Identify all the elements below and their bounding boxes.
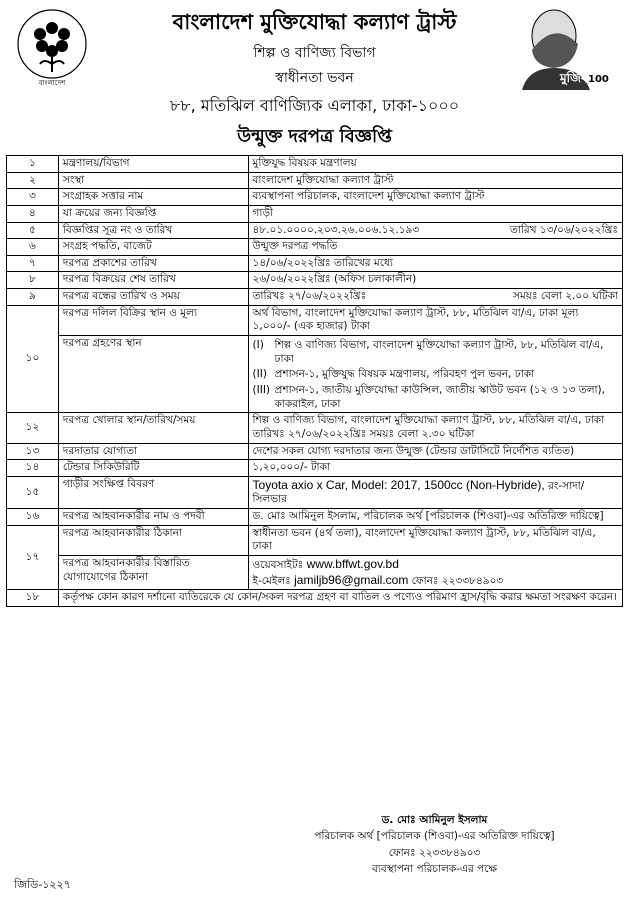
serial-number: ২ <box>7 172 59 189</box>
serial-number: ৯ <box>7 289 59 306</box>
list-item <box>253 368 618 382</box>
row-label: দরপত্র বন্ধের তারিখ ও সময় <box>58 289 248 306</box>
row-label: গাড়ীর সংক্ষিপ্ত বিবরণ <box>58 476 248 508</box>
table-row <box>7 305 623 335</box>
item-text: প্রশাসন-১, জাতীয় মুক্তিযোদ্ধা কাউন্সিল, জাতীয় স্কাউট ভবন (১২ ও ১৩ তলা), কাকরাইল, ঢাকা <box>274 383 605 410</box>
row-label: সংগ্রাহক সত্তার নাম <box>58 189 248 206</box>
serial-number: ৫ <box>7 222 59 239</box>
table-row <box>7 525 623 555</box>
table-row <box>7 509 623 526</box>
signature-block <box>240 812 629 877</box>
row-value: মুক্তিযুদ্ধ বিষয়ক মন্ত্রণালয় <box>248 156 622 173</box>
serial-number: ৬ <box>7 239 59 256</box>
email-link[interactable]: jamiljb96@gmail.com <box>294 572 409 587</box>
row-value: ড. মোঃ আমিনুল ইসলাম, পরিচালক অর্থ [পরিচালক (শিওবা)-এর অতিরিক্ত দায়িত্বে] <box>248 509 622 526</box>
row-label: দরপত্র দলিল বিক্রির স্থান ও মূল্য <box>58 305 248 335</box>
serial-number: ১২ <box>7 413 59 443</box>
list-item <box>253 384 618 411</box>
signatory-on-behalf: ব্যবস্থাপনা পরিচালক-এর পক্ষে <box>371 862 498 875</box>
row-label: দরপত্র প্রকাশের তারিখ <box>58 255 248 272</box>
serial-number: ৪ <box>7 205 59 222</box>
row-value: দেশের সকল যোগ্য দরদাতার জন্য উন্মুক্ত (টেন্ডার ডাটাসিটে নির্দেশিত ব্যতিত) <box>248 443 622 460</box>
row-label: দরপত্র আহবানকারীর নাম ও পদবী <box>58 509 248 526</box>
phone-number: ফোনঃ ২২৩৩৮৪৯০৩ <box>408 574 504 587</box>
table-row <box>7 189 623 206</box>
reference-number: ৪৮.০১.০০০০.২০৩.২৬.০০৬.১২.১৯৩ <box>252 223 420 236</box>
row-value: উন্মুক্ত দরপত্র পদ্ধতি <box>248 239 622 256</box>
table-row <box>7 272 623 289</box>
opening-datetime: তারিখঃ ২৭/০৬/২০২২খ্রিঃ সময়ঃ বেলা ২.৩০ ঘটিকা <box>252 427 475 440</box>
serial-number: ১৭ <box>7 525 59 590</box>
closing-date: তারিখঃ ২৭/০৬/২০২২খ্রিঃ <box>252 290 367 303</box>
email-label: ই-মেইলঃ <box>252 574 295 587</box>
row-label: সংগ্রহ পদ্ধতি, বাজেট <box>58 239 248 256</box>
org-title: বাংলাদেশ মুক্তিযোদ্ধা কল্যাণ ট্রাস্ট <box>172 10 457 34</box>
logo-right-number: 100 <box>588 74 609 85</box>
reference-date: তারিখ ১৩/০৬/২০২২খ্রিঃ <box>509 223 618 236</box>
vehicle-color: রং-সাদা/সিলভার <box>252 479 585 506</box>
row-value: স্বাধীনতা ভবন (৪র্থ তলা), বাংলাদেশ মুক্তিযোদ্ধা কল্যাণ ট্রাস্ট, ৮৮, মতিঝিল বা/এ, ঢাকা <box>248 525 622 555</box>
row-label: দরপত্র আহবানকারীর বিস্তারিত যোগাযোগের ঠিকানা <box>58 556 248 590</box>
building-name: স্বাধীনতা ভবন <box>275 70 354 86</box>
notice-title: উন্মুক্ত দরপত্র বিজ্ঞপ্তি <box>237 126 392 147</box>
list-item <box>253 339 618 366</box>
table-row <box>7 460 623 477</box>
row-label: দরপত্র খোলার স্থান/তারিখ/সময় <box>58 413 248 443</box>
row-label: বিজ্ঞপ্তির সূত্র নং ও তারিখ <box>58 222 248 239</box>
row-value: অর্থ বিভাগ, বাংলাদেশ মুক্তিযোদ্ধা কল্যাণ ট্রাস্ট, ৮৮, মতিঝিল বা/এ, ঢাকা মূল্য ১,০০০/- (এক হাজার) টাকা <box>248 305 622 335</box>
website-label: ওয়েবসাইটঃ <box>252 559 307 572</box>
table-row <box>7 205 623 222</box>
table-row <box>7 336 623 413</box>
row-value: ১,২০,০০০/- টাকা <box>248 460 622 477</box>
serial-number: ১৮ <box>7 590 59 607</box>
serial-number: ১৪ <box>7 460 59 477</box>
table-row <box>7 590 623 607</box>
row-value: বাংলাদেশ মুক্তিযোদ্ধা কল্যাণ ট্রাস্ট <box>248 172 622 189</box>
signatory-name: ড. মোঃ আমিনুল ইসলাম <box>381 814 488 826</box>
item-text: প্রশাসন-১, মুক্তিযুদ্ধ বিষয়ক মন্ত্রণালয়, পরিবহণ পুল ভবন, ঢাকা <box>274 368 535 381</box>
gd-number: জিডি-১২২৭ <box>14 878 71 891</box>
row-label: দরদাতার যোগ্যতা <box>58 443 248 460</box>
address: ৮৮, মতিঝিল বাণিজ্যিক এলাকা, ঢাকা-১০০০ <box>169 96 460 115</box>
table-row <box>7 556 623 590</box>
serial-number: ১ <box>7 156 59 173</box>
signatory-title: পরিচালক অর্থ [পরিচালক (শিওবা)-এর অতিরিক্ত দায়িত্বে] <box>314 830 555 843</box>
table-row <box>7 255 623 272</box>
item-number: (II) <box>252 368 267 381</box>
serial-number: ১৫ <box>7 476 59 508</box>
logo-left-text: বাংলাদেশ <box>38 79 66 87</box>
department: শিল্প ও বাণিজ্য বিভাগ <box>253 45 376 61</box>
serial-number: ১০ <box>7 305 59 412</box>
item-text: শিল্প ও বাণিজ্য বিভাগ, বাংলাদেশ মুক্তিযোদ্ধা কল্যাণ ট্রাস্ট, ৮৮, মতিঝিল বা/এ, ঢাকা <box>274 339 604 365</box>
row-label: যা ক্রয়ের জন্য বিজ্ঞপ্তি <box>58 205 248 222</box>
closing-time: সময়ঃ বেলা ২.০০ ঘটিকা <box>513 290 618 303</box>
table-row <box>7 476 623 508</box>
row-label: দরপত্র গ্রহণের স্থান <box>58 336 248 413</box>
header <box>0 0 629 152</box>
row-label: মন্ত্রণালয়/বিভাগ <box>58 156 248 173</box>
serial-number: ১৬ <box>7 509 59 526</box>
opening-place: শিল্প ও বাণিজ্য বিভাগ, বাংলাদেশ মুক্তিযোদ্ধা কল্যাণ ট্রাস্ট, ৮৮, মতিঝিল বা/এ, ঢাকা <box>252 414 605 427</box>
logo-right-text: মুজিব <box>560 71 588 85</box>
table-row <box>7 156 623 173</box>
table-row <box>7 289 623 306</box>
row-label: টেন্ডার সিকিউরিটি <box>58 460 248 477</box>
row-value: ২৬/০৬/২০২২খ্রিঃ (অফিস চলাকালীন) <box>248 272 622 289</box>
table-row <box>7 222 623 239</box>
serial-number: ৩ <box>7 189 59 206</box>
row-value: ১৪/০৬/২০২২খ্রিঃ তারিখের মধ্যে <box>248 255 622 272</box>
signatory-phone: ফোনঃ ২২৩৩৮৪৯০৩ <box>388 846 481 859</box>
row-label: সংস্থা <box>58 172 248 189</box>
table-row <box>7 443 623 460</box>
vehicle-description: Toyota axio x Car, Model: 2017, 1500cc (Non-Hybride), <box>252 477 545 492</box>
row-value: ব্যবস্থাপনা পরিচালক, বাংলাদেশ মুক্তিযোদ্ধা কল্যাণ ট্রাস্ট <box>248 189 622 206</box>
row-value: গাড়ী <box>248 205 622 222</box>
row-label: দরপত্র বিক্রয়ের শেষ তারিখ <box>58 272 248 289</box>
table-row <box>7 172 623 189</box>
item-number: (III) <box>252 383 271 396</box>
website-link[interactable]: www.bffwt.gov.bd <box>306 557 399 572</box>
table-row <box>7 413 623 443</box>
item-number: (I) <box>252 339 264 352</box>
tender-table <box>6 155 623 607</box>
row-label: দরপত্র আহবানকারীর ঠিকানা <box>58 525 248 555</box>
row-value: কর্তৃপক্ষ কোন কারণ দর্শানো ব্যতিরেকে যে কোন/সকল দরপত্র গ্রহণ বা বাতিল ও পণ্যেও পরিমাণ হ্রাস/বৃদ্ধি করার ক্ষমতা সংরক্ষণ করেন। <box>58 590 622 607</box>
serial-number: ৭ <box>7 255 59 272</box>
serial-number: ৮ <box>7 272 59 289</box>
table-row <box>7 239 623 256</box>
serial-number: ১৩ <box>7 443 59 460</box>
